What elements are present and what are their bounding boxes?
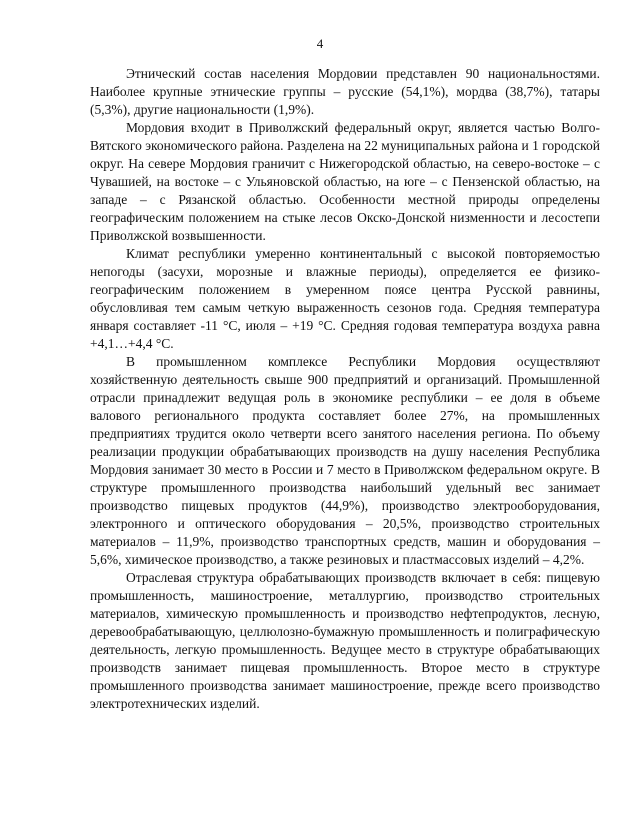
paragraph-ethnic-composition: Этнический состав населения Мордовии представлен 90 национальностями. Наиболее крупные этнические группы – русские (54,1%), мордва (38,7%), татары (5,3%), другие национальности (1,9%).: [90, 66, 600, 117]
paragraph-manufacturing-structure: Отраслевая структура обрабатывающих производств включает в себя: пищевую промышленность, машиностроение, металлургию, производство строительных материалов, химическую промышленность и производство нефтепродуктов, лесную, деревообрабатывающую, целлюлозно-бумажную промышленность и полиграфическую деятельность, легкую промышленность. Ведущее место в структуре обрабатывающих производств занимает пищевая промышленность. Второе место в структуре промышленного производства занимает машиностроение, прежде всего производство электротехнических изделий.: [90, 570, 600, 711]
paragraph-geography: Мордовия входит в Приволжский федеральный округ, является частью Волго-Вятского экономического района. Разделена на 22 муниципальных района и 1 городской округ. На севере Мордовия граничит с Нижегородской областью, на северо-востоке – с Чувашией, на востоке – с Ульяновской областью, на юге – с Пензенской областью, на западе – с Рязанской областью. Особенности местной природы определены географическим положением на стыке лесов Окско-Донской низменности и лесостепи Приволжской возвышенности.: [90, 120, 600, 243]
paragraph-industry: В промышленном комплексе Республики Мордовия осуществляют хозяйственную деятельность свыше 900 предприятий и организаций. Промышленной отрасли принадлежит ведущая роль в экономике республики – ее доля в объеме валового регионального продукта составляет более 27%, на промышленных предприятиях трудится около четверти всего занятого населения региона. По объему реализации продукции обрабатывающих производств на душу населения Республика Мордовия занимает 30 место в России и 7 место в Приволжском федеральном округе. В структуре промышленного производства наибольший удельный вес занимает производство пищевых продуктов (44,9%), производство электрооборудования, электронного и оптического оборудования – 20,5%, производство строительных материалов – 11,9%, производство транспортных средств, машин и оборудования – 5,6%, химическое производство, а также резиновых и пластмассовых изделий – 4,2%.: [90, 354, 600, 567]
document-body: [90, 65, 600, 713]
page-number: 4: [316, 36, 324, 51]
paragraph-climate: Климат республики умеренно континентальный с высокой повторяемостью непогоды (засухи, морозные и влажные периоды), определяется ее физико-географическим положением в умеренном поясе центра Русской равнины, обусловливая тем самым четкую выраженность сезонов года. Средняя температура января составляет -11 °C, июля – +19 °C. Средняя годовая температура воздуха равна +4,1…+4,4 °C.: [90, 246, 600, 351]
